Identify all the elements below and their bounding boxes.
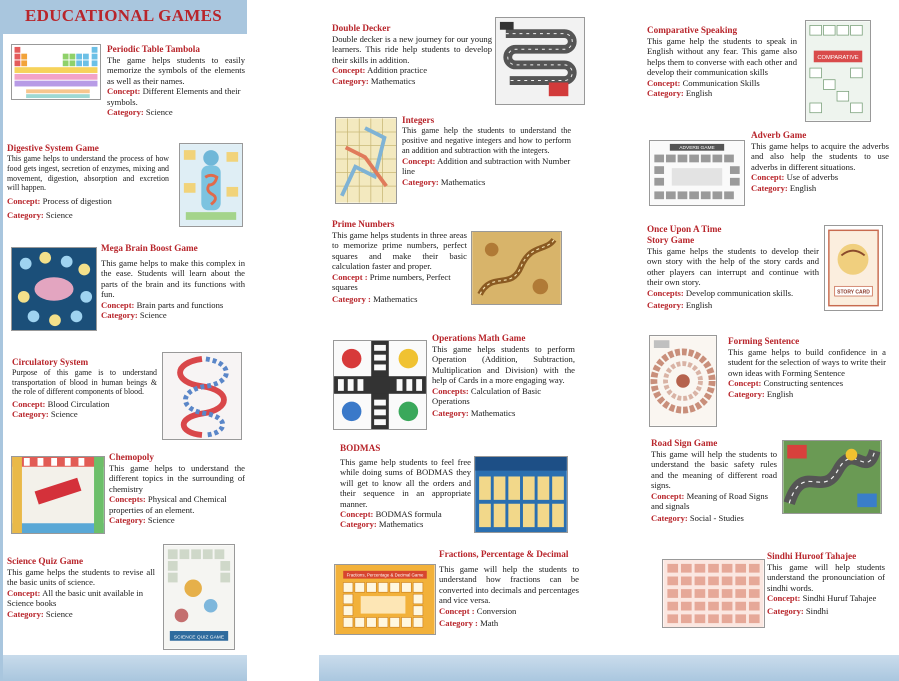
game-category: English [789,182,817,193]
game-description: This game will help the students to understand how fractions can be converted into decimals and percentages and vice versa. [439,564,579,606]
mega-brain-image [11,247,97,331]
game-category: Mathematics [370,75,416,86]
science-quiz-label: SCIENCE QUIZ GAME [173,635,225,641]
game-description: This game help students to feel free while doing sums of BODMAS they will get to know all the orders and their sequence in an appropriate manner. [340,457,471,509]
game-concept: Constructing sentences [763,378,844,389]
game-title: Digestive System Game [7,143,99,153]
game-title: Prime Numbers [332,219,395,229]
game-prime: Prime Numbers This game helps students in three areas to memorize prime numbers, perfect squares and make their basic calculation faster and proper. Concept : Prime numbers, Perfect squares Category : Mathematics [332,219,467,305]
game-description: This game helps students in three areas to memorize prime numbers, perfect squares and make their basic calculation faster and proper. [332,230,467,272]
road-sign-image [782,440,882,514]
fractions-image [334,564,436,635]
comparative-label: COMPARATIVE [817,54,859,61]
game-description: This game helps the students to develop their own story with the help of the story cards and other players can interrupt and continue with their own story. [647,246,819,288]
game-concept: Physical and Chemical properties of an element. [109,494,227,515]
game-concept: Use of adverbs [786,172,839,183]
circulatory-system-image [162,352,242,440]
game-category: Science [45,209,73,220]
game-category: Mathematics [470,408,516,419]
digestive-system-image [179,143,243,227]
game-chemopoly: Chemopoly This game helps to understand the different topics in the surrounding of chemistry Concepts: Physical and Chemical properties of an element. Category: Science [109,452,245,526]
game-description: This game helps to make this complex in the ease. Students will learn about the parts of the brain and its functions with fun. [101,258,245,300]
game-category: Sindhi [805,605,829,616]
game-category: Science [139,310,167,321]
adverb-label: ADVERB GAME [679,146,715,152]
bodmas-image [474,456,568,533]
game-category: English [685,300,713,311]
game-title: Fractions, Percentage & Decimal [439,549,569,559]
game-category: Science [147,515,175,526]
game-periodic: Periodic Table Tambola The game helps students to easily memorize the symbols of the elements as well as their names. Concept: Different Elements and their symbols. Category: Science [107,44,245,118]
game-doubledecker: Double Decker Double decker is a new journey for our young learners. This ride help students to develop their skills in addition. Concept: Addition practice Category: Mathematics [332,23,492,86]
game-concept: Blood Circulation [47,398,110,409]
story-card-image [824,225,883,311]
game-category: English [766,388,794,399]
game-title: Road Sign Game [651,438,718,448]
game-category: Mathematics [378,519,424,530]
game-description: Double decker is a new journey for our young learners. This ride help students to develop their skills in addition. [332,34,492,65]
game-title: Once Upon A Time [647,224,722,234]
comparative-speaking-image [805,20,871,122]
double-decker-image [495,17,585,105]
game-concept: All the basic unit available in Science books [7,587,144,609]
game-title: Integers [402,115,435,125]
game-concept: Brain parts and functions [136,299,224,310]
game-integers: Integers This game help the students to understand the positive and negative integers and how to perform an addition and subtraction with the integers. Concept: Addition and subtraction with Number line Category: Mathematics [402,115,571,187]
game-category: Math [480,618,499,629]
game-title: BODMAS [340,443,381,453]
game-fractions: Fractions, Percentage & Decimal This game will help the students to understand how fractions can be converted into decimals and percentages and vice versa. Concept : Conversion Category : Math [439,549,579,629]
left-panel [0,0,247,681]
game-concept: Calculation of Basic Operations [432,385,542,407]
game-title: Circulatory System [12,357,89,367]
game-concept: Prime numbers, Perfect squares [332,271,451,293]
game-title: Sindhi Huroof Tahajee [767,551,857,561]
game-description: This game will help students understand the pronounciation of sindhi words. [767,562,885,593]
forming-sentence-image [649,335,717,427]
game-category: Science [145,107,173,118]
game-adverb: Adverb Game This game helps to acquire the adverbs and also help the students to use adverbs in different situations. Concept: Use of adverbs Category: English [751,130,889,193]
game-circulatory: Circulatory System Purpose of this game is to understand transportation of blood in human beings & the role of different components of blood. Concept: Blood Circulation Category: Science [12,357,157,420]
game-description: This game helps the students to revise all the basic units of science. [7,567,155,588]
science-quiz-image [163,544,235,650]
game-title: Comparative Speaking [647,25,738,35]
game-title: Chemopoly [109,452,154,462]
chemopoly-image [11,456,105,534]
game-concept: Different Elements and their symbols. [107,86,241,107]
game-digestive: Digestive System Game This game helps to understand the process of how food gets ingest, secretion of enzymes, mixing and movement, digestion, absorption and excretion will happen. Concept: Process of digestion Category: Science [7,143,169,220]
periodic-table-image [11,44,101,100]
adverb-game-image [649,140,745,206]
page-heading: EDUCATIONAL GAMES [3,0,247,34]
game-megabrain: Mega Brain Boost Game This game helps to make this complex in the ease. Students will learn about the parts of the brain and its functions with fun. Concept: Brain parts and functions Category: Science [101,243,245,321]
game-title: Operations Math Game [432,333,526,343]
game-concept: Meaning of Road Signs and signals [651,490,768,512]
sindhi-huroof-image [662,559,765,628]
game-description: This game help the students to understand the positive and negative integers and how to perform an addition and subtraction with the integers. [402,126,571,155]
game-category: Science [50,409,78,420]
game-category: Social - Studies [689,513,744,524]
game-description: The game helps students to easily memorize the symbols of the elements as well as their names. [107,55,245,86]
game-concept: Process of digestion [42,196,112,207]
game-sciencequiz: Science Quiz Game This game helps the students to revise all the basic units of science. Concept: All the basic unit available in Science books Category: Science [7,556,155,619]
fold-gap [247,0,319,681]
game-concept: Conversion [476,605,517,616]
game-onceupon: Once Upon A Time Story Game This game helps the students to develop their own story with the help of the story cards and other players can interrupt and continue with their own story. Concepts: Develop communication skills. Category: English [647,224,819,311]
game-title: Adverb Game [751,130,807,140]
game-category: Mathematics [373,294,418,305]
game-category: Mathematics [440,176,486,187]
game-title-line2: Story Game [647,235,695,245]
game-concept: Addition and subtraction with Number line [402,156,571,177]
operations-math-image [333,340,427,430]
game-concept: Communication Skills [682,77,760,88]
game-concept: Addition practice [367,65,428,76]
prime-numbers-image [471,231,562,305]
game-title: Forming Sentence [728,336,800,346]
game-description: This game helps to acquire the adverbs and also help the students to use adverbs in different situations. [751,141,889,172]
integers-image [335,117,397,204]
game-sindhi: Sindhi Huroof Tahajee This game will help students understand the pronounciation of sindhi words. Concept: Sindhi Huruf Tahajee Category: Sindhi [767,551,885,616]
right-panel [319,0,899,681]
game-description: Purpose of this game is to understand transportation of blood in human beings & the role of different components of blood. [12,368,157,397]
game-title: Science Quiz Game [7,556,84,566]
game-description: This game will help the students to understand the basic safety rules and the meaning of different road signs. [651,449,777,491]
game-forming: Forming Sentence This game helps to build confidence in a student for the selection of ways to write their own ideas with Forming Sentence Concept: Constructing sentences Category: English [728,336,886,399]
game-comparative: Comparative Speaking This game help the students to speak in English without any fear. This game also helps them to converse with each other and develop their communication skills Concept: Communication Skills Category: English [647,25,797,99]
game-bodmas: BODMAS This game help students to feel free while doing sums of BODMAS they will get to know all the orders and their sequence in an appropriate manner. Concept: BODMAS formula Category: Mathematics [340,443,471,530]
story-card-label: STORY CARD [837,289,870,296]
game-concept: BODMAS formula [375,509,442,520]
fractions-label: Fractions, Percentage & Decimal Game [346,572,424,578]
game-description: This game helps to build confidence in a student for the selection of ways to write their own ideas with Forming Sentence [728,347,886,378]
game-description: This game helps to understand the different topics in the surrounding of chemistry [109,463,245,494]
game-description: This game helps students to perform Operation (Addition, Subtraction, Multiplication and Division) with the help of Cards in a more engaging way. [432,344,575,386]
game-operations: Operations Math Game This game helps students to perform Operation (Addition, Subtraction, Multiplication and Division) with the help of Cards in a more engaging way. Concepts: Calculation of Basic Operations Category: Mathematics [432,333,575,419]
game-title: Mega Brain Boost Game [101,243,198,253]
game-title: Periodic Table Tambola [107,44,200,54]
game-title: Double Decker [332,23,391,33]
game-category: Science [45,608,73,619]
game-category: English [685,88,713,99]
game-concept: Develop communication skills. [685,287,794,298]
game-description: This game help the students to speak in English without any fear. This game also helps them to converse with each other and develop their communication skills [647,36,797,78]
game-description: This game helps to understand the process of how food gets ingest, secretion of enzymes, mixing and movement, digestion, absorption and excretion will happen. [7,154,169,193]
game-roadsign: Road Sign Game This game will help the students to understand the basic safety rules and the meaning of different road signs. Concept: Meaning of Road Signs and signals Category: Social - Studies [651,438,777,524]
game-concept: Sindhi Huruf Tahajee [802,593,877,604]
